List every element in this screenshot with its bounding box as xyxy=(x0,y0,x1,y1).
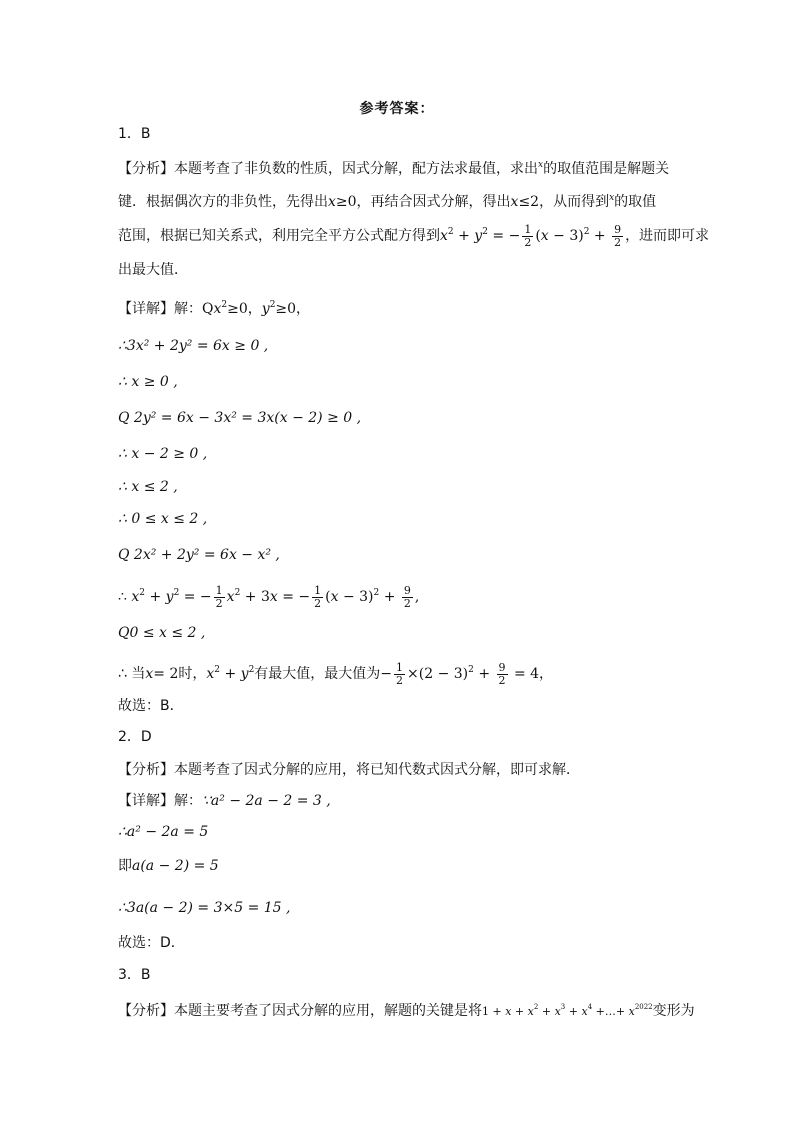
detail-label: 【详解】解： xyxy=(118,301,202,317)
q1-analysis-line2: 键．根据偶次方的非负性，先得出x≥0，再结合因式分解，得出x≤2，从而得到$^x$的取值 xyxy=(118,193,657,210)
analysis-label: 【分析】 xyxy=(118,1003,174,1019)
q1-answer: 故选：B． xyxy=(118,698,184,714)
q1-step-8: ∴ $x^2 + y^2$ = − $\frac{1}{2}$ $x^2 + 3x$ = − $\frac{1}{2}$ $(x - 3)^2$ + $\frac{9}{2}$ , xyxy=(118,583,420,610)
q1-analysis-line1: 【分析】本题考查了非负数的性质，因式分解，配方法求最值，求出$^x$的取值范围是解题关 xyxy=(118,160,670,177)
q2-step-2: 即a(a − 2) = 5 xyxy=(118,858,219,874)
q1-step-9: Q0 ≤ x ≤ 2 , xyxy=(118,625,206,641)
q2-detail-intro: 【详解】解：∵a² − 2a − 2 = 3 , xyxy=(118,793,331,809)
q1-step-2: ∴ x ≥ 0 , xyxy=(118,374,178,390)
q1-step-3: Q 2y² = 6x − 3x² = 3x(x − 2) ≥ 0 , xyxy=(118,410,362,426)
page-title: 参考答案： xyxy=(359,101,435,117)
q1-analysis-line4: 出最大值． xyxy=(118,262,188,278)
q1-step-1: ∴3x² + 2y² = 6x ≥ 0 , xyxy=(118,338,269,354)
q1-number: 1．B xyxy=(118,126,151,142)
q1-step-7: Q 2x² + 2y² = 6x − x² , xyxy=(118,547,280,563)
q2-analysis: 【分析】本题考查了因式分解的应用，将已知代数式因式分解，即可求解． xyxy=(118,762,580,778)
q1-detail-intro: 【详解】解：$Qx^2\ge 0$，$y^2\ge 0$， xyxy=(118,300,311,317)
q3-number: 3．B xyxy=(118,967,151,983)
analysis-label: 【分析】 xyxy=(118,161,174,177)
detail-label: 【详解】解： xyxy=(118,793,202,809)
analysis-label: 【分析】 xyxy=(118,762,174,778)
q1-step-6: ∴ 0 ≤ x ≤ 2 , xyxy=(118,511,208,527)
q2-answer: 故选：D． xyxy=(118,935,185,951)
q2-step-3: ∴3a(a − 2) = 3×5 = 15 , xyxy=(118,900,291,916)
q3-analysis: 【分析】本题主要考查了因式分解的应用，解题的关键是将$1 + x + x^2 + x^3 + x^4$ +…+ $x^{2022}$变形为 xyxy=(118,1003,695,1019)
q1-analysis-line3: 范围，根据已知关系式，利用完全平方公式配方得到$x^2 + y^2$ = − $\frac{1}{2}$ $(x - 3)^2$ + $\frac{9}{2}$ ，进而即可求 xyxy=(118,222,710,249)
q1-step-4: ∴ x − 2 ≥ 0 , xyxy=(118,446,208,462)
q1-step-10: ∴ 当x= 2时，$x^2 + y^2$有最大值，最大值为− $\frac{1}{2}$ $\times(2 - 3)^2$ + $\frac{9}{2}$ = 4， xyxy=(118,660,554,687)
q2-number: 2．D xyxy=(118,729,152,745)
q1-step-5: ∴ x ≤ 2 , xyxy=(118,479,178,495)
q2-step-1: ∴a² − 2a = 5 xyxy=(118,824,209,840)
